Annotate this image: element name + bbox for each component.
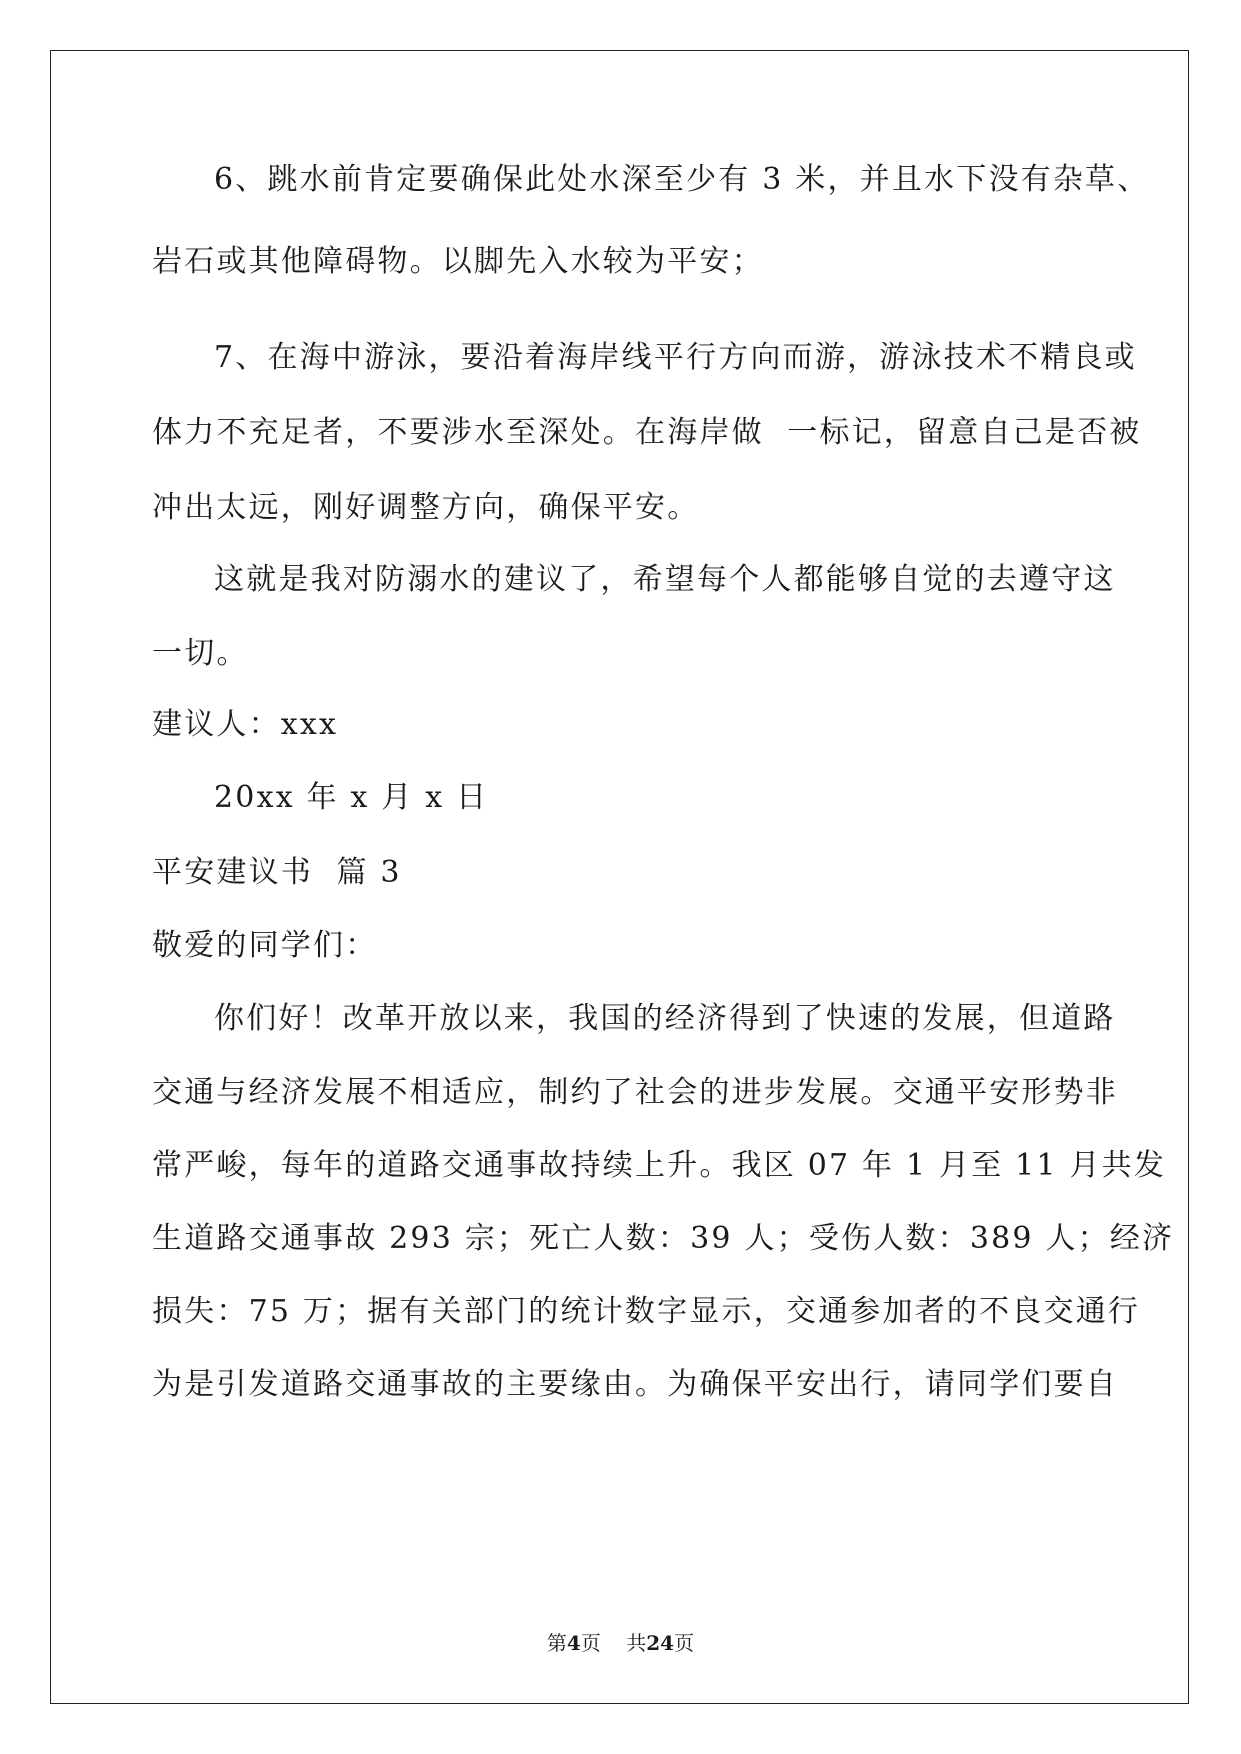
page-number-footer <box>0 1627 1241 1656</box>
paragraph-line: 损失：75 万；据有关部门的统计数字显示，交通参加者的不良交通行 <box>152 1294 1141 1329</box>
footer-suffix: 页 <box>674 1631 695 1655</box>
footer-middle: 页 共 <box>580 1631 647 1655</box>
paragraph-line: 7、在海中游泳，要沿着海岸线平行方向而游，游泳技术不精良或 <box>214 340 1137 375</box>
paragraph-line: 常严峻，每年的道路交通事故持续上升。我区 07 年 1 月至 11 月共发 <box>152 1148 1167 1183</box>
paragraph-line: 为是引发道路交通事故的主要缘由。为确保平安出行，请同学们要自 <box>152 1367 1118 1402</box>
paragraph-line: 交通与经济发展不相适应，制约了社会的进步发展。交通平安形势非 <box>152 1075 1118 1110</box>
total-page-number: 24 <box>646 1631 675 1655</box>
paragraph-line: 岩石或其他障碍物。以脚先入水较为平安； <box>152 244 764 279</box>
section-title: 平安建议书 篇 3 <box>152 855 402 890</box>
signature-line: 建议人：xxx <box>152 707 339 742</box>
paragraph-line: 生道路交通事故 293 宗；死亡人数：39 人；受伤人数：389 人；经济 <box>152 1221 1175 1256</box>
paragraph-line: 冲出太远，刚好调整方向，确保平安。 <box>152 490 700 525</box>
paragraph-line: 一切。 <box>152 636 249 671</box>
paragraph-line: 6、跳水前肯定要确保此处水深至少有 3 米，并且水下没有杂草、 <box>214 162 1150 197</box>
paragraph-line: 你们好！改革开放以来，我国的经济得到了快速的发展，但道路 <box>214 1001 1116 1036</box>
salutation: 敬爱的同学们： <box>152 928 378 963</box>
paragraph-line: 这就是我对防溺水的建议了，希望每个人都能够自觉的去遵守这 <box>214 562 1116 597</box>
paragraph-line: 体力不充足者，不要涉水至深处。在海岸做 一标记，留意自己是否被 <box>152 415 1142 450</box>
footer-prefix: 第 <box>546 1631 567 1655</box>
date-line: 20xx 年 x 月 x 日 <box>214 780 489 815</box>
current-page-number: 4 <box>566 1631 581 1655</box>
